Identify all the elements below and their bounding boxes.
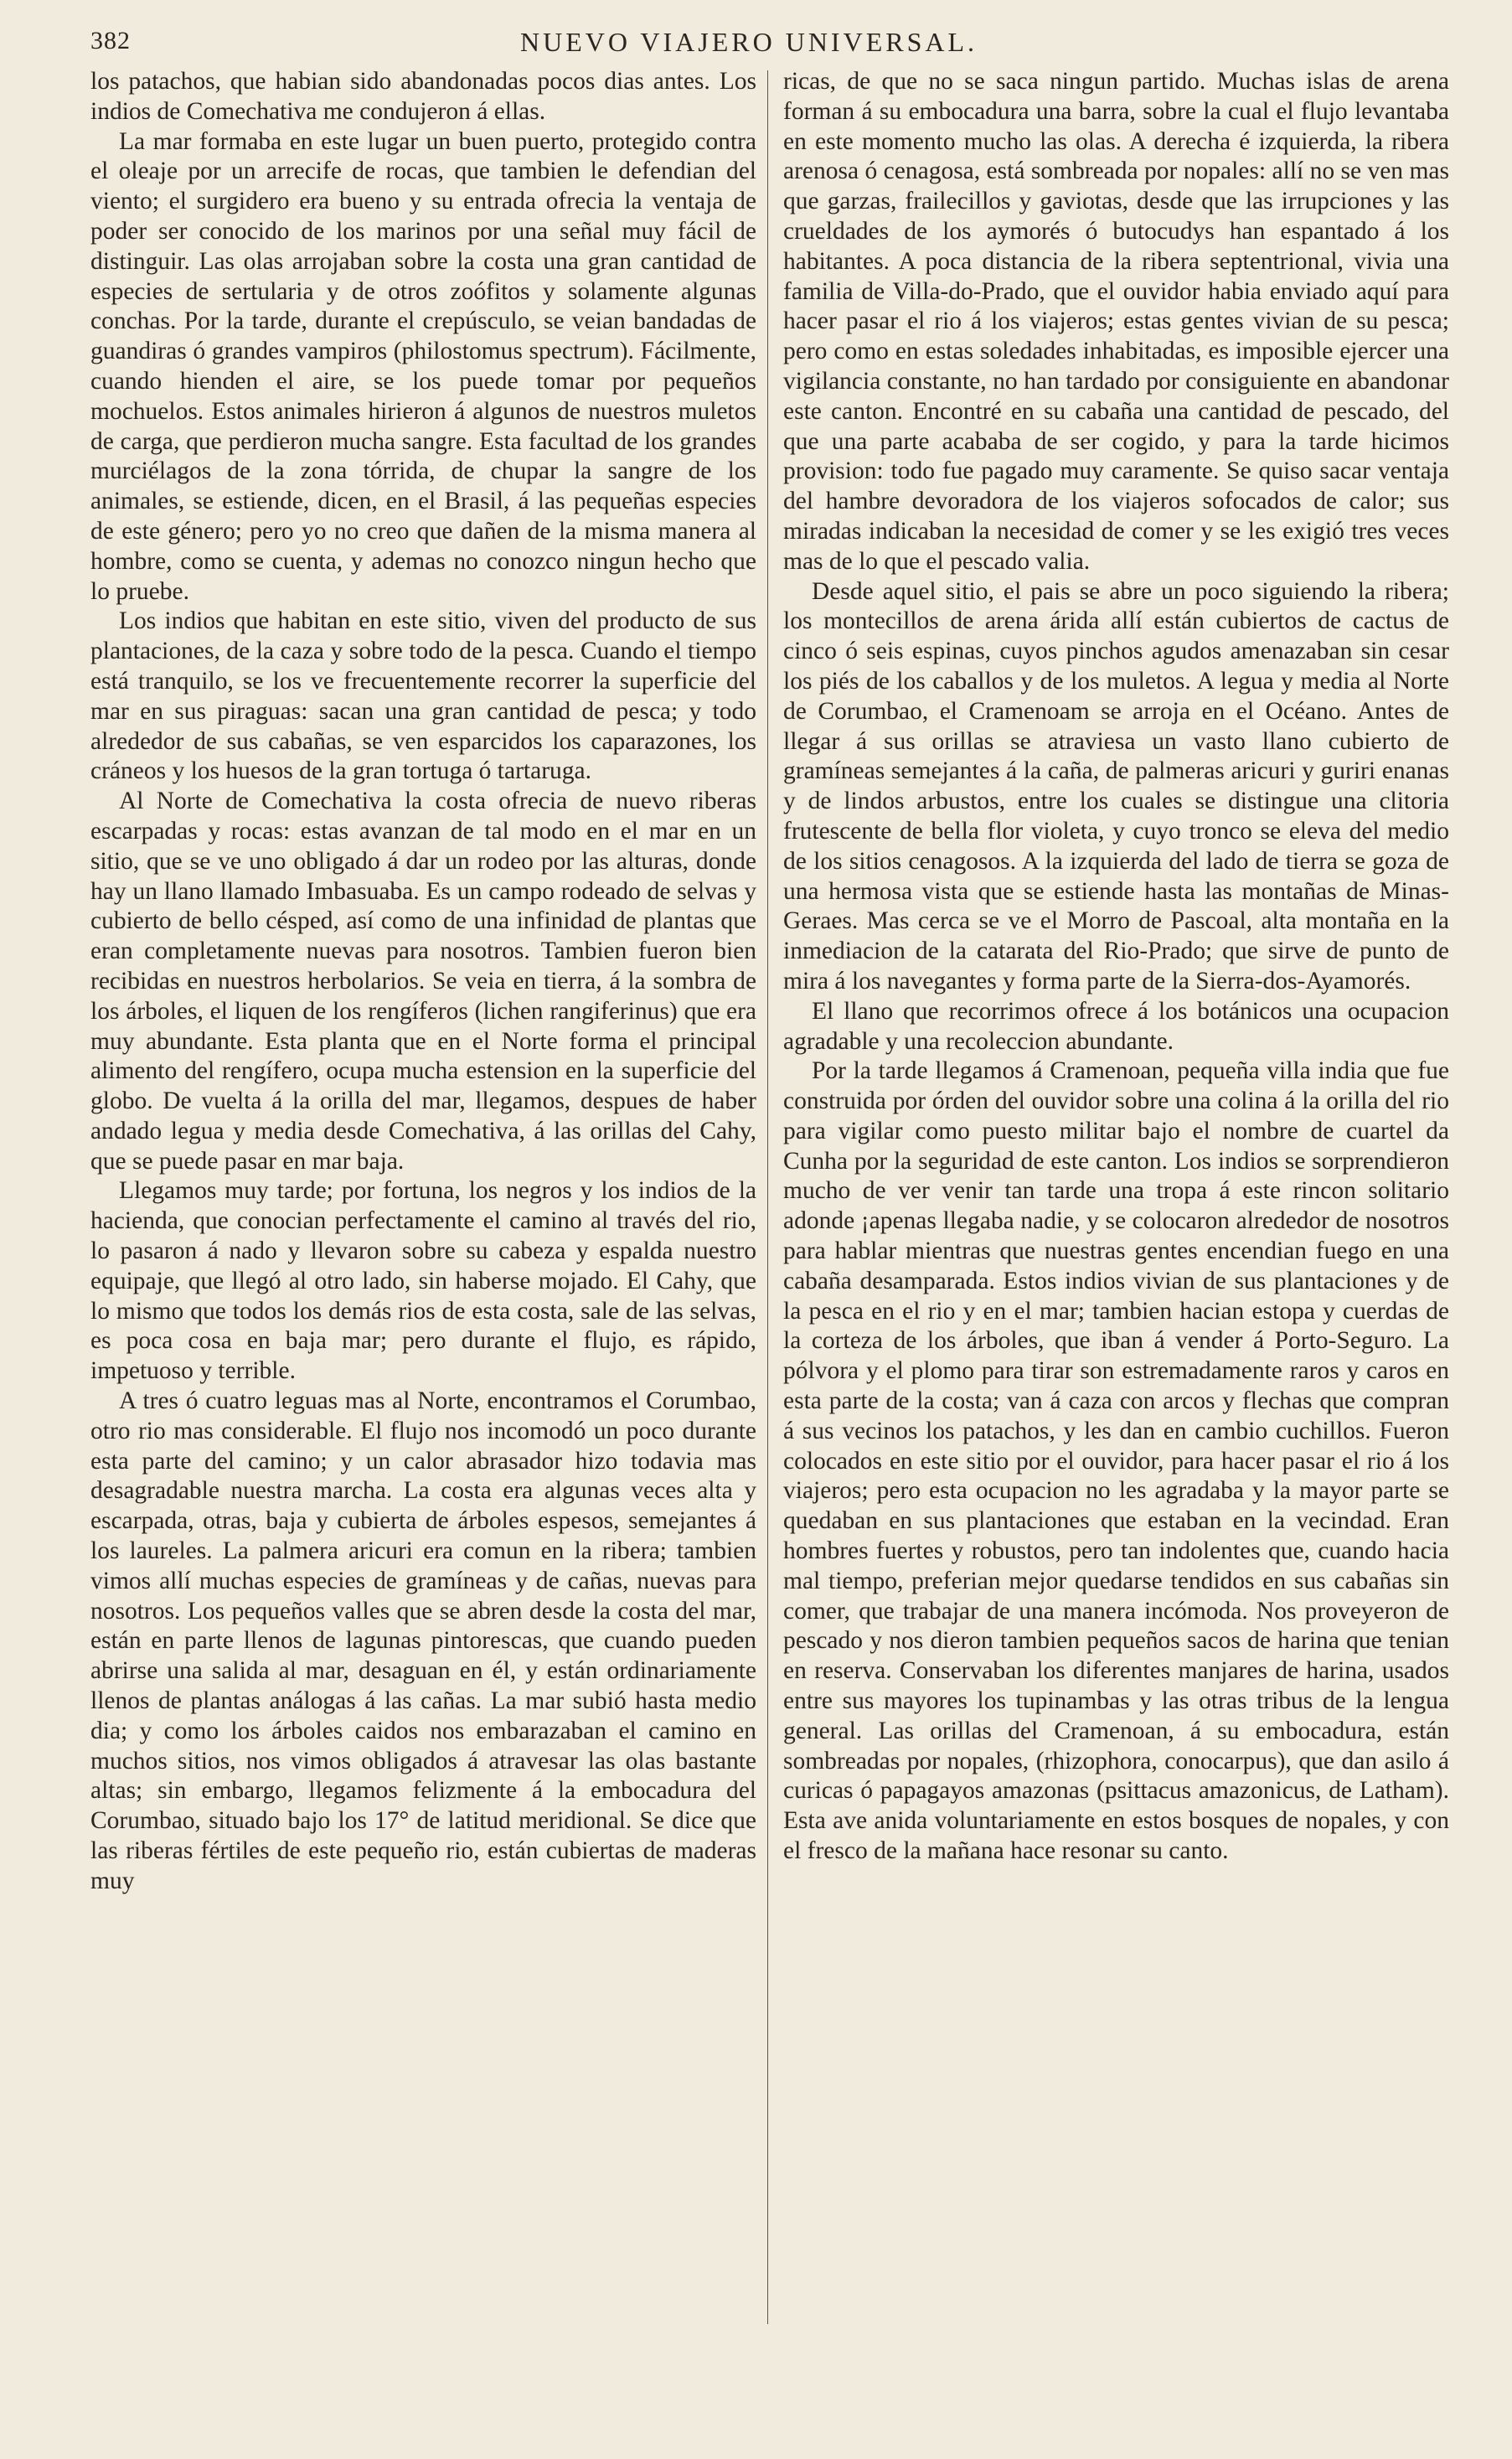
column-divider (767, 70, 768, 2324)
paragraph: Llegamos muy tarde; por fortuna, los negros y los indios de la hacienda, que conocian perfectamente el camino al través del rio, lo pasaron á nado y llevaron sobre su cabeza y espalda nuestro equipaje, que llegó al otro lado, sin haberse mojado. El Cahy, que lo mismo que todos los demás rios de esta costa, sale de las selvas, es poca cosa en baja mar; pero durante el flujo, es rápido, impetuoso y terrible. (90, 1177, 756, 1385)
page-header (90, 18, 1407, 60)
paragraph: los patachos, que habian sido abandonadas pocos dias antes. Los indios de Comechativa me condujeron á ellas. (90, 68, 756, 125)
page-number: 382 (90, 27, 131, 54)
paragraph: A tres ó cuatro leguas mas al Norte, encontramos el Corumbao, otro rio mas considerable. El flujo nos incomodó un poco durante esta parte del camino; y un calor abrasador hizo todavia mas desagradable nuestra marcha. La costa era algunas veces alta y escarpada, otras, baja y cubierta de árboles espesos, semejantes á los laureles. La palmera aricuri era comun en la ribera; tambien vimos allí muchas especies de gramíneas y de cañas, nuevas para nosotros. Los pequeños valles que se abren desde la costa del mar, están en parte llenos de lagunas pintorescas, que cuando pueden abrirse una salida al mar, desaguan en él, y están ordinariamente llenos de plantas análogas á las cañas. La mar subió hasta medio dia; y como los árboles caidos nos embarazaban el camino en muchos sitios, nos vimos obligados á atravesar las olas bastante altas; sin embargo, llegamos felizmente á la embocadura del Corumbao, situado bajo los 17° de latitud meridional. Se dice que las riberas fértiles de este pequeño rio, están cubiertas de maderas muy (90, 1387, 756, 1894)
paragraph: ricas, de que no se saca ningun partido. Muchas islas de arena forman á su embocadura una barra, sobre la cual el flujo levantaba en este momento mucho las olas. A derecha é izquierda, la ribera arenosa ó cenagosa, está sombreada por nopales: allí no se ven mas que garzas, frailecillos y gaviotas, desde que las irrupciones y las crueldades de los aymorés ó butocudys han espantado á los habitantes. A poca distancia de la ribera septentrional, vivia una familia de Villa-do-Prado, que el ouvidor habia enviado aquí para hacer pasar el rio á los viajeros; estas gentes vivian de su pesca; pero como en estas soledades inhabitadas, es imposible ejercer una vigilancia constante, no han tardado por consiguiente en abandonar este canton. Encontré en su cabaña una cantidad de pescado, del que una parte acababa de ser cogido, y para la tarde hicimos provision: todo fue pagado muy caramente. Se quiso sacar ventaja del hambre devoradora de los viajeros sofocados de calor; sus miradas indicaban la necesidad de comer y se les exigió tres veces mas de lo que el pescado valia. (783, 68, 1449, 575)
paragraph: Por la tarde llegamos á Cramenoan, pequeña villa india que fue construida por órden del ouvidor sobre una colina á la orilla del rio para vigilar como puesto militar bajo el nombre de cuartel da Cunha por la seguridad de este canton. Los indios se sorprendieron mucho de ver venir tan tarde una tropa á este rincon solitario adonde ¡apenas llegaba nadie, y se colocaron alrededor de nosotros para hablar mientras que nuestras gentes encendian fuego en una cabaña desamparada. Estos indios vivian de sus plantaciones y de la pesca en el rio y en el mar; tambien hacian estopa y cuerdas de la corteza de los árboles, que iban á vender á Porto-Seguro. La pólvora y el plomo para tirar son estremadamente raros y caros en esta parte de la costa; van á caza con arcos y flechas que compran á sus vecinos los patachos, y les dan en cambio cuchillos. Fueron colocados en este sitio por el ouvidor, para hacer pasar el rio á los viajeros; pero esta ocupacion no les agradaba y la mayor parte se quedaban en sus plantaciones que estaban en la vecindad. Eran hombres fuertes y robustos, pero tan indolentes que, cuando hacia mal tiempo, preferian mejor quedarse tendidos en sus cabañas sin comer, que trabajar de una manera incómoda. Nos proveyeron de pescado y nos dieron tambien pequeños sacos de harina que tenian en reserva. Conservaban los diferentes manjares de harina, usados entre sus mayores los tupinambas y las otras tribus de la lengua general. Las orillas del Cramenoan, á su embocadura, están sombreadas por nopales, (rhizophora, conocarpus), que dan asilo á curicas ó papagayos amazonas (psittacus amazonicus, de Latham). Esta ave anida voluntariamente en estos bosques de nopales, y con el fresco de la mañana hace resonar su canto. (783, 1057, 1449, 1865)
paragraph: Desde aquel sitio, el pais se abre un poco siguiendo la ribera; los montecillos de arena árida allí están cubiertos de cactus de cinco ó seis espinas, cuyos pinchos agudos amenazaban sin cesar los piés de los caballos y de los muletos. A legua y media al Norte de Corumbao, el Cramenoam se arroja en el Océano. Antes de llegar á sus orillas se atraviesa un vasto llano cubierto de gramíneas semejantes á la caña, de palmeras aricuri y guriri enanas y de lindos arbustos, entre los cuales se distingue una clitoria frutescente de bella flor violeta, y cuyo tronco se eleva del medio de los sitios cenagosos. A la izquierda del lado de tierra se goza de una hermosa vista que se estiende hasta las montañas de Minas-Geraes. Mas cerca se ve el Morro de Pascoal, alta montaña en la inmediacion de la catarata del Rio-Prado; que sirve de punto de mira á los navegantes y forma parte de la Sierra-dos-Ayamorés. (783, 577, 1449, 994)
paragraph: Al Norte de Comechativa la costa ofrecia de nuevo riberas escarpadas y rocas: estas avanzan de tal modo en el mar en un sitio, que se ve uno obligado á dar un rodeo por las alturas, donde hay un llano llamado Imbasuaba. Es un campo rodeado de selvas y cubierto de bello césped, así como de una infinidad de plantas que eran completamente nuevas para nosotros. Tambien fueron bien recibidas en nuestros herbolarios. Se veia en tierra, á la sombra de los árboles, el liquen de los rengíferos (lichen rangiferinus) que era muy abundante. Esta planta que en el Norte forma el principal alimento del rengífero, ocupa mucha estension en la superficie del globo. De vuelta á la orilla del mar, llegamos, despues de haber andado legua y media desde Comechativa, á las orillas del Cahy, que se puede pasar en mar baja. (90, 788, 756, 1175)
right-column (783, 67, 1449, 2329)
left-column (90, 67, 756, 2329)
paragraph: Los indios que habitan en este sitio, viven del producto de sus plantaciones, de la caza y sobre todo de la pesca. Cuando el tiempo está tranquilo, se los ve frecuentemente recorrer la superficie del mar en sus piraguas: sacan una gran cantidad de pesca; y todo alrededor de sus cabañas, se ven esparcidos los caparazones, los cráneos y los huesos de la gran tortuga ó tartaruga. (90, 607, 756, 785)
running-title: NUEVO VIAJERO UNIVERSAL. (519, 27, 978, 57)
paragraph: La mar formaba en este lugar un buen puerto, protegido contra el oleaje por un arrecife de rocas, que tambien le defendian del viento; el surgidero era bueno y su entrada ofrecia la ventaja de poder ser conocido de los marinos por una señal muy fácil de distinguir. Las olas arrojaban sobre la costa una gran cantidad de especies de sertularia y de otros zoófitos y solamente algunas conchas. Por la tarde, durante el crepúsculo, se veian bandadas de guandiras ó grandes vampiros (philostomus spectrum). Fácilmente, cuando hienden el aire, se los puede tomar por pequeños mochuelos. Estos animales hirieron á algunos de nuestros muletos de carga, que perdieron mucha sangre. Esta facultad de los grandes murciélagos de la zona tórrida, de chupar la sangre de los animales, se estiende, dicen, en el Brasil, á las pequeñas especies de este género; pero yo no creo que dañen de la misma manera al hombre, como se cuenta, y ademas no conozco ningun hecho que lo pruebe. (90, 127, 756, 605)
paragraph: El llano que recorrimos ofrece á los botánicos una ocupacion agradable y una recoleccion abundante. (783, 997, 1449, 1055)
